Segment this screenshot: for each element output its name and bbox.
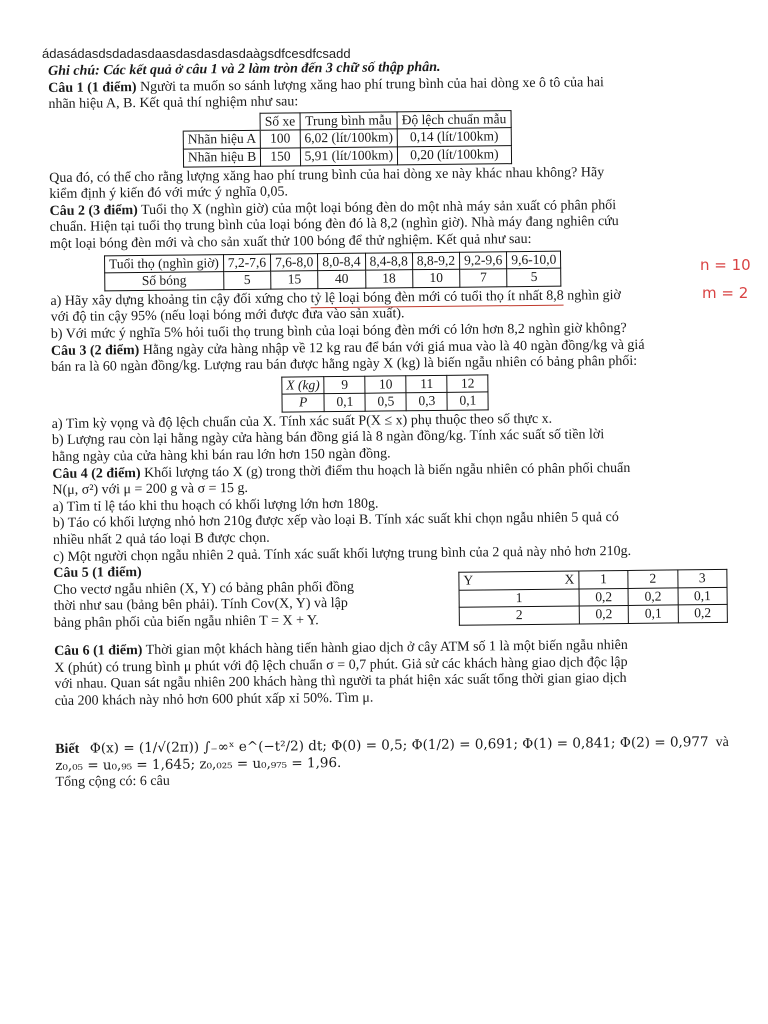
q3-line2: bán ra là 60 ngàn đồng/kg. Lượng rau bán được hằng ngày X (kg) là biến ngẫu nhiên có bảng phân phối:: [51, 353, 638, 376]
q3-table: [281, 374, 489, 412]
q4-c: c) Một người chọn ngẫu nhiên 2 quả. Tính xác suất khối lượng trung bình của 2 quả này nhỏ hơn 210g.: [53, 543, 632, 565]
q6-line2: X (phút) có trung bình μ phút với độ lệch chuẩn σ = 0,7 phút. Giả sử các khách hàng giao dịch độc lập: [54, 654, 628, 676]
q1-table: [183, 110, 512, 167]
q2-line1: Câu 2 (3 điểm) Tuổi thọ X (nghìn giờ) của một loại bóng đèn do một nhà máy sản xuất có phân phối: [49, 197, 617, 219]
q6-line3: với nhau. Quan sát ngẫu nhiên 200 khách hàng thì người ta phát hiện xác suất tổng thời gian giao dịch: [54, 671, 627, 693]
q5-table: [458, 569, 728, 626]
q4-b2: nhiều nhất 2 quả táo loại B được chọn.: [52, 530, 270, 549]
corner-cell: Y X: [459, 571, 579, 590]
q1-after2: kiểm định ý kiến đó với mức ý nghĩa 0,05.: [49, 184, 289, 203]
q4-line2: N(μ, σ²) với μ = 200 g và σ = 15 g.: [52, 481, 249, 499]
note: Ghi chú: Các kết quả ở câu 1 và 2 làm tròn đến 3 chữ số thập phân.: [48, 59, 441, 79]
q5-text: [53, 562, 434, 632]
q2-table: [104, 250, 562, 291]
q5-line3: bảng phân phối của biến ngẫu nhiên T = X + Y.: [53, 613, 319, 631]
q6-line4: của 200 khách này nhỏ hơn 600 phút xấp xỉ 50%. Tìm μ.: [54, 690, 374, 709]
table-header-row: Tuổi thọ (nghìn giờ) 7,2-7,6 7,6-8,0 8,0-8,4 8,4-8,8 8,8-9,2 9,2-9,6 9,6-10,0: [105, 251, 561, 273]
q2-line3: một loại bóng đèn mới và cho sản xuất thử 100 bóng để thử nghiệm. Kết quả như sau:: [49, 231, 532, 252]
table-row: Nhãn hiệu A 100 6,02 (lít/100km) 0,14 (lít/100km): [183, 128, 511, 149]
q5-line1: Cho vectơ ngẫu nhiên (X, Y) có bảng phân phối đồng: [53, 579, 355, 598]
table-row: Nhãn hiệu B 150 5,91 (lít/100km) 0,20 (lít/100km): [183, 146, 511, 167]
table-row: X (kg) 9 10 11 12: [282, 375, 489, 395]
exam-document: [48, 57, 730, 791]
q2-b: b) Với mức ý nghĩa 5% hỏi tuổi thọ trung bình của loại bóng đèn mới có lớn hơn 8,2 nghìn giờ không?: [50, 320, 627, 342]
header-text: ádasádasdsdadasdaasdasdasdasdaàgsdfcesdfcsadd: [42, 46, 351, 61]
q5-section: [53, 559, 728, 644]
q1-line1: Câu 1 (1 điểm) Người ta muốn so sánh lượng xăng hao phí trung bình của hai dòng xe ô tô của hai: [48, 74, 604, 96]
formula-line: Biết Φ(x) = (1/√(2π)) ∫₋∞ˣ e^(−t²/2) dt; Φ(0) = 0,5; Φ(1/2) = 0,691; Φ(1) = 0,841; Φ(2) = 0,977 và: [55, 733, 729, 757]
q1-after1: Qua đó, có thể cho rằng lượng xăng hao phí trung bình của hai dòng xe này khác nhau không? Hãy: [49, 164, 605, 186]
q5-line2: thời như sau (bảng bên phải). Tính Cov(X, Y) và lập: [53, 596, 348, 615]
q3-a: a) Tìm kỳ vọng và độ lệch chuẩn của X. Tính xác suất P(X ≤ x) phụ thuộc theo số thực x.: [51, 411, 553, 432]
handwritten-underline: tỷ lệ loại bóng đèn mới có tuổi thọ ít nhất 8,8: [310, 288, 564, 306]
q4-b1: b) Táo có khối lượng nhỏ hơn 210g được xếp vào loại B. Tính xác suất khi chọn ngẫu nhiên 5 quả có: [52, 510, 619, 532]
z-values: z₀,₀₅ = u₀,₉₅ = 1,645; z₀,₀₂₅ = u₀,₉₇₅ = 1,96.: [55, 755, 342, 775]
table-header-row: Số xe Trung bình mẫu Độ lệch chuẩn mẫu: [183, 110, 511, 131]
table-row: 1 0,2 0,2 0,1: [459, 587, 727, 607]
q3-line1: Câu 3 (2 điểm) Hằng ngày cửa hàng nhập về 12 kg rau để bán với giá mua vào là 40 ngàn đồng/kg và giá: [50, 337, 645, 359]
total-questions: Tổng cộng có: 6 câu: [55, 773, 170, 790]
table-row: 2 0,2 0,1 0,2: [459, 605, 727, 625]
handwritten-m: m = 2: [702, 284, 749, 302]
handwritten-n: n = 10: [700, 256, 751, 274]
table-header-row: Y X 1 2 3: [459, 570, 727, 590]
q4-a: a) Tìm tỉ lệ táo khi thu hoạch có khối lượng lớn hơn 180g.: [52, 496, 379, 515]
q3-b1: b) Lượng rau còn lại hằng ngày cửa hàng bán đồng giá là 8 ngàn đồng/kg. Tính xác suất số tiền lời: [51, 427, 605, 449]
q5-title: Câu 5 (1 điểm): [53, 565, 142, 582]
q2-line2: chuẩn. Hiện tại tuổi thọ trung bình của loại bóng đèn đó là 8,2 (nghìn giờ). Nhà máy đang nghiên cứu: [49, 214, 619, 236]
q2-a1: a) Hãy xây dựng khoảng tin cậy đối xứng cho tỷ lệ loại bóng đèn mới có tuổi thọ ít nhất 8,8 nghìn giờ: [50, 287, 622, 309]
table-row: Số bóng 5 15 40 18 10 7 5: [105, 268, 561, 290]
q6-line1: Câu 6 (1 điểm) Thời gian một khách hàng tiến hành giao dịch ở cây ATM số 1 là một biến ngẫu nhiên: [54, 638, 628, 660]
q4-line1: Câu 4 (2 điểm) Khối lượng táo X (g) trong thời điểm thu hoạch là biến ngẫu nhiên có phân phối chuẩn: [52, 460, 631, 482]
q2-a2: với độ tin cậy 95% (nếu loại bóng mới được đưa vào sản xuất).: [50, 306, 405, 326]
q1-line2: nhãn hiệu A, B. Kết quả thí nghiệm như sau:: [48, 94, 299, 113]
table-row: P 0,1 0,5 0,3 0,1: [282, 392, 489, 412]
q3-b2: hằng ngày của cửa hàng khi bán rau lớn hơn 150 ngàn đồng.: [52, 446, 391, 466]
